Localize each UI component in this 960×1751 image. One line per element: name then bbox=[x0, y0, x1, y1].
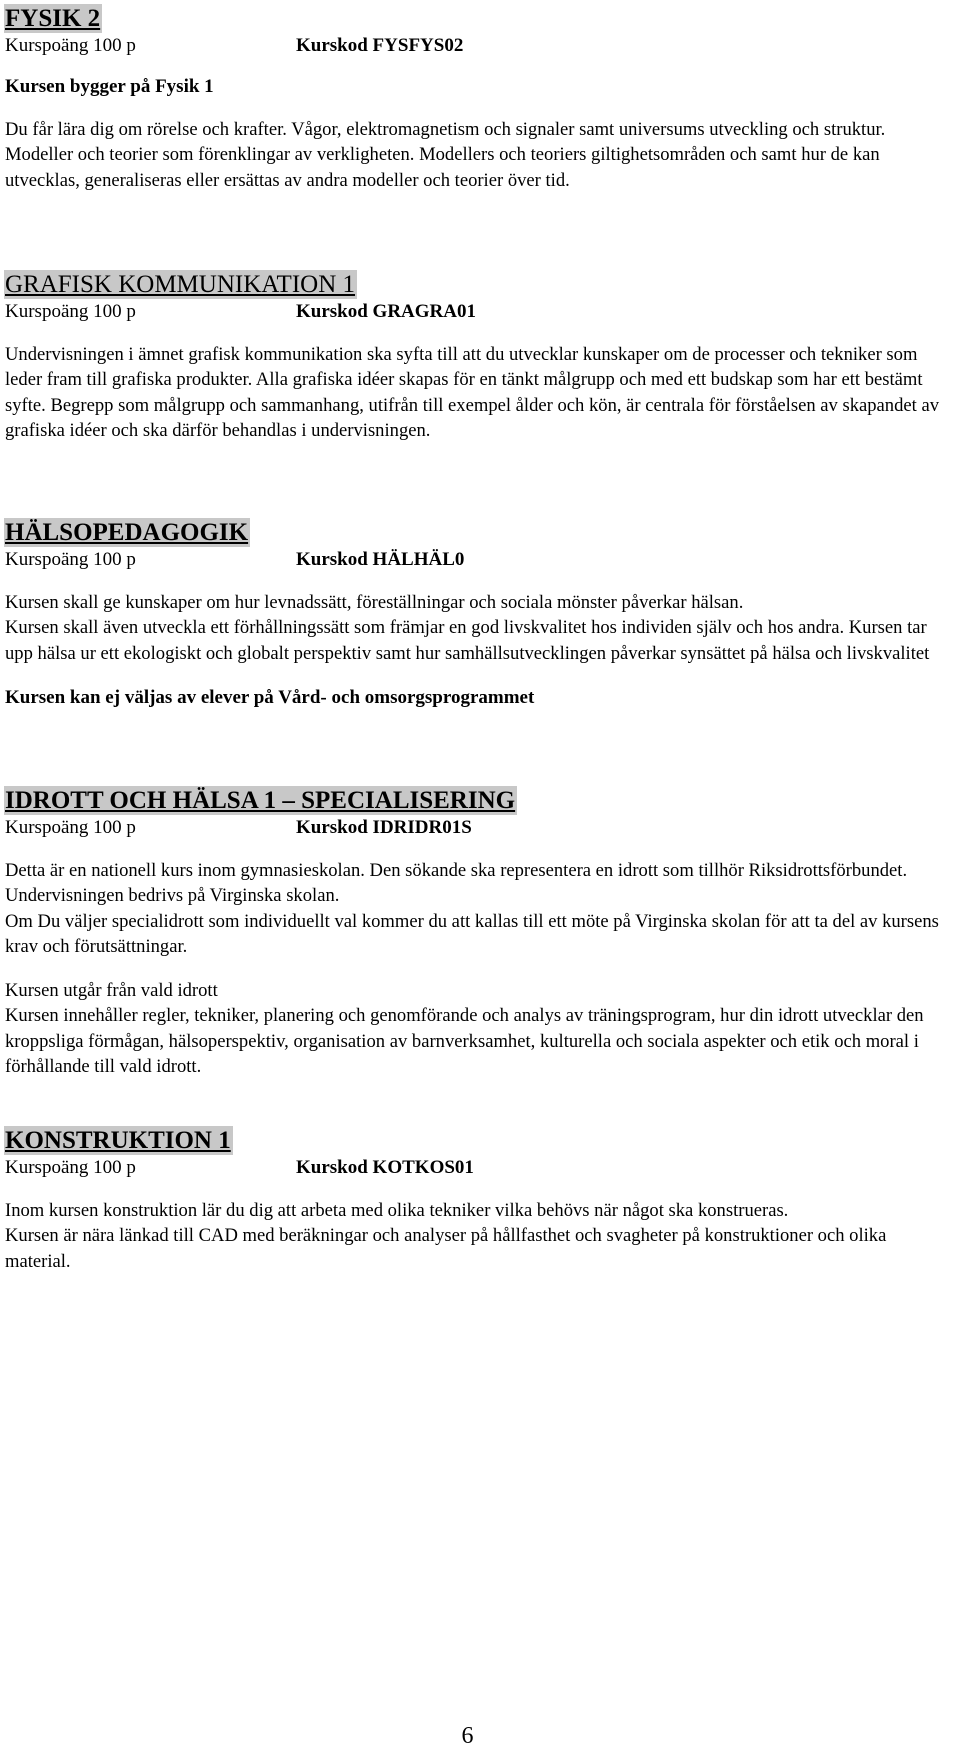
course-meta bbox=[5, 815, 950, 841]
course-extra-line: Kursen innehåller regler, tekniker, planering och genomförande och analys av träningsprogram, hur din idrott utvecklar den kroppsliga förmågan, hälsoperspektiv, organisation av barnverksamhet, kulturella och sociala aspekter och etik och moral i förhållande till vald idrott. bbox=[5, 1005, 924, 1078]
course-meta bbox=[5, 299, 950, 325]
course-points: Kurspoäng 100 p bbox=[5, 301, 136, 322]
course-note: Kursen kan ej väljas av elever på Vård- och omsorgsprogrammet bbox=[5, 686, 535, 708]
course-description-line: Kursen skall även utveckla ett förhållningssätt som främjar en god livskvalitet hos individen själv och hos andra. Kursen tar upp hälsa ur ett ekologiskt och globalt perspektiv samt hur samhällsutvecklingen påverkar synsättet på hälsa och livskvalitet bbox=[5, 617, 930, 664]
course-title: HÄLSOPEDAGOGIK bbox=[5, 519, 249, 546]
course-points: Kurspoäng 100 p bbox=[5, 817, 136, 838]
course-description-line: Om Du väljer specialidrott som individuellt val kommer du att kallas till ett möte på Virginska skolan för att ta del av kursens krav och förutsättningar. bbox=[5, 910, 939, 957]
course-meta bbox=[5, 33, 950, 59]
course-code: Kurskod FYSFYS02 bbox=[296, 35, 464, 56]
course-extra-line: Kursen utgår från vald idrott bbox=[5, 980, 218, 1002]
course-halsopedagogik bbox=[5, 518, 950, 711]
course-code: Kurskod GRAGRA01 bbox=[296, 301, 476, 322]
course-prerequisite: Kursen bygger på Fysik 1 bbox=[5, 76, 214, 97]
course-description-line: Kursen är nära länkad till CAD med beräkningar och analyser på hållfasthet och svagheter på konstruktioner och olika material. bbox=[5, 1225, 887, 1272]
course-points: Kurspoäng 100 p bbox=[5, 1157, 136, 1178]
course-idrott-och-halsa-1-specialisering bbox=[5, 786, 950, 1079]
course-description-line: Inom kursen konstruktion lär du dig att arbeta med olika tekniker vilka behövs när något ska konstrueras. bbox=[5, 1200, 789, 1221]
course-konstruktion-1 bbox=[5, 1126, 950, 1274]
course-meta bbox=[5, 1155, 950, 1181]
course-title: KONSTRUKTION 1 bbox=[5, 1127, 231, 1154]
course-meta bbox=[5, 547, 950, 573]
course-points: Kurspoäng 100 p bbox=[5, 35, 136, 56]
course-fysik-2 bbox=[5, 4, 950, 193]
course-description-line: Undervisningen bedrivs på Virginska skolan. bbox=[5, 885, 340, 907]
course-points: Kurspoäng 100 p bbox=[5, 549, 136, 570]
course-description: Undervisningen i ämnet grafisk kommunikation ska syfta till att du utvecklar kunskaper om de processer och tekniker som leder fram till grafiska produkter. Alla grafiska idéer skapas för en tänkt målgrupp och med ett budskap som har ett bestämt syfte. Begrepp som målgrupp och sammanhang, utifrån till exempel ålder och kön, är centrala för förståelsen av skapandet av grafiska idéer och ska därför behandlas i undervisningen. bbox=[5, 344, 940, 441]
course-description-line: Detta är en nationell kurs inom gymnasieskolan. Den sökande ska representera en idrott som tillhör Riksidrottsförbundet. bbox=[5, 860, 908, 881]
course-code: Kurskod HÄLHÄL0 bbox=[296, 549, 465, 570]
course-code: Kurskod IDRIDR01S bbox=[296, 817, 472, 838]
course-code: Kurskod KOTKOS01 bbox=[296, 1157, 474, 1178]
course-title: FYSIK 2 bbox=[5, 5, 101, 32]
course-description: Du får lära dig om rörelse och krafter. Vågor, elektromagnetism och signaler samt universums utveckling och struktur. Modeller och teorier som förenklingar av verkligheten. Modellers och teoriers giltighetsområden och samt hur de kan utvecklas, generaliseras eller ersättas av andra modeller och teorier över tid. bbox=[5, 119, 886, 191]
course-description-line: Kursen skall ge kunskaper om hur levnadssätt, föreställningar och sociala mönster påverkar hälsan. bbox=[5, 592, 744, 613]
page-number: 6 bbox=[461, 1723, 474, 1749]
course-title: GRAFISK KOMMUNIKATION 1 bbox=[5, 271, 356, 298]
course-title: IDROTT OCH HÄLSA 1 – SPECIALISERING bbox=[5, 787, 516, 814]
course-grafisk-kommunikation-1 bbox=[5, 270, 950, 443]
